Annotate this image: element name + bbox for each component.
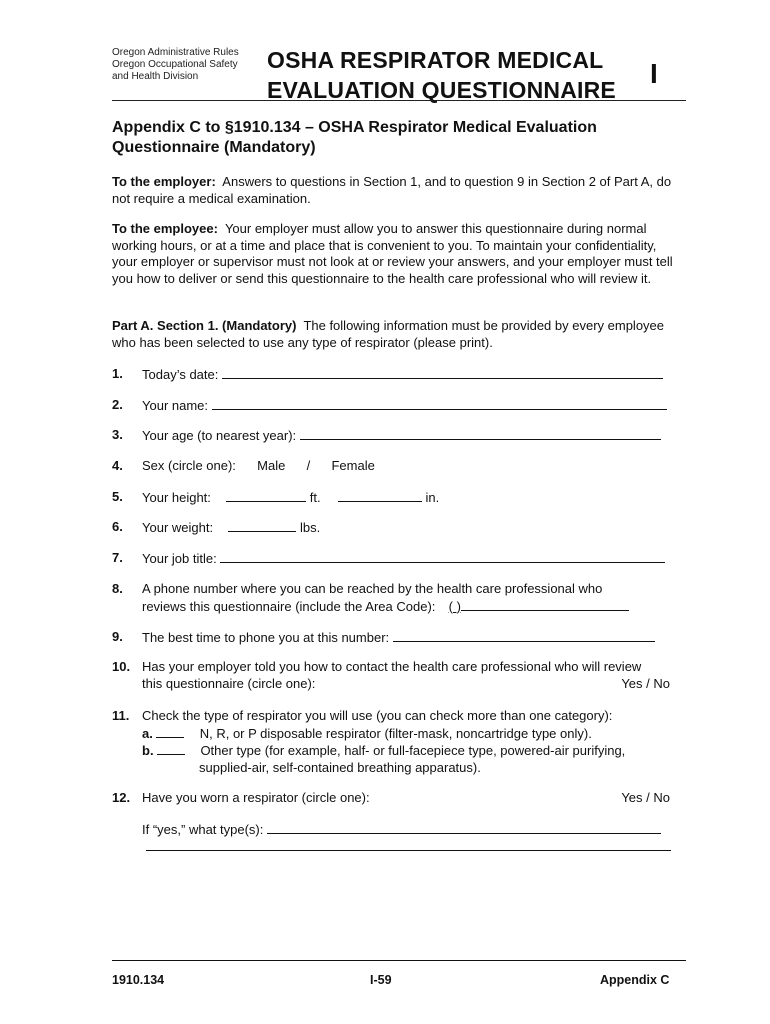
question-8 [112, 581, 674, 615]
question-11 [112, 708, 674, 774]
employee-note-text: Your employer must allow you to answer this questionnaire during normal working hours, or at a time and place that is convenient to you. To maintain your confidentiality, your employer or supervisor must not look at or review your answers, and your employer must tell you how to deliver or send this questionnaire to the health care professional who will review it. [112, 221, 673, 286]
height-feet-field[interactable] [226, 489, 306, 502]
question-text: The best time to phone you at this number: [142, 630, 390, 645]
question-number: 12. [112, 790, 131, 805]
age-field[interactable] [300, 427, 661, 440]
question-text: Check the type of respirator you will use (you can check more than one category): [142, 708, 613, 723]
question-number: 7. [112, 550, 123, 565]
employee-note-label: To the employee: [112, 221, 218, 236]
todays-date-field[interactable] [222, 366, 663, 379]
question-12-followup [112, 821, 674, 839]
sex-option-female[interactable]: Female [331, 458, 375, 473]
option-b-text-continued: supplied-air, self-contained breathing apparatus). [199, 759, 481, 775]
question-number: 5. [112, 489, 123, 504]
question-number: 6. [112, 519, 123, 534]
footer-divider [112, 960, 686, 961]
sex-option-male[interactable]: Male [257, 458, 286, 473]
question-number: 8. [112, 581, 123, 596]
question-text: Today’s date: [142, 367, 219, 382]
best-time-field[interactable] [393, 629, 655, 642]
option-a-text: N, R, or P disposable respirator (filter-mask, noncartridge type only). [199, 725, 592, 741]
question-text: Your job title: [142, 551, 217, 566]
question-text: If “yes,” what type(s): [142, 822, 264, 837]
question-1 [112, 366, 674, 384]
question-text: Your age (to nearest year): [142, 428, 297, 443]
part-a-text: The following information must be provided by every employee who has been selected to use any type of respirator (please print). [112, 318, 665, 350]
unit-label: ft. [309, 490, 321, 505]
question-number: 2. [112, 397, 123, 412]
footer-left: 1910.134 [112, 973, 165, 987]
header-divider [112, 100, 686, 101]
agency-line: Oregon Administrative Rules [112, 47, 239, 58]
section-letter: I [650, 58, 658, 89]
question-text: Your weight: [142, 520, 214, 535]
footer-right: Appendix C [600, 973, 670, 987]
employer-note-text: Answers to questions in Section 1, and to question 9 in Section 2 of Part A, do not require a medical examination. [112, 174, 672, 206]
yes-no-choice[interactable]: Yes / No [621, 790, 670, 805]
question-2 [112, 397, 674, 415]
appendix-title-line-1: Appendix C to §1910.134 – OSHA Respirator Medical Evaluation [112, 119, 597, 136]
agency-block [112, 47, 239, 83]
option-b-text: Other type (for example, half- or full-facepiece type, powered-air purifying, [200, 743, 626, 758]
question-7 [112, 550, 674, 568]
question-text: Sex (circle one): [142, 458, 236, 473]
question-text: A phone number where you can be reached by the health care professional who [142, 581, 603, 596]
weight-field[interactable] [228, 519, 296, 532]
employee-note [112, 221, 674, 287]
option-label: b. [142, 743, 154, 758]
option-label: a. [142, 725, 153, 741]
employer-note [112, 174, 674, 207]
question-number: 3. [112, 427, 123, 442]
title-line-1: OSHA RESPIRATOR MEDICAL [267, 47, 604, 73]
question-text: this questionnaire (circle one): [142, 675, 316, 691]
option-b-checkbox[interactable] [157, 742, 185, 755]
unit-label: in. [425, 490, 440, 505]
appendix-title-line-2: Questionnaire (Mandatory) [112, 139, 316, 156]
footer-page-number: I-59 [370, 973, 392, 987]
option-a-checkbox[interactable] [156, 725, 184, 738]
question-5 [112, 489, 674, 507]
question-text: Your name: [142, 398, 209, 413]
employer-note-label: To the employer: [112, 174, 216, 189]
option-separator: / [306, 458, 311, 473]
appendix-title [112, 118, 672, 158]
agency-line: and Health Division [112, 71, 199, 82]
name-field[interactable] [212, 397, 667, 410]
question-10 [112, 659, 674, 693]
question-4 [112, 458, 674, 476]
question-number: 1. [112, 366, 123, 381]
question-text: Has your employer told you how to contact the health care professional who will review [142, 659, 642, 674]
respirator-type-field[interactable] [267, 821, 661, 834]
question-3 [112, 427, 674, 445]
height-inches-field[interactable] [338, 489, 422, 502]
question-number: 10. [112, 659, 131, 674]
question-text: Your height: [142, 490, 211, 505]
document-title [267, 45, 616, 105]
question-12 [112, 790, 674, 808]
question-9 [112, 629, 674, 647]
question-number: 9. [112, 629, 123, 644]
question-number: 11. [112, 708, 130, 723]
unit-label: lbs. [299, 520, 321, 535]
part-a-intro [112, 318, 674, 351]
part-a-label: Part A. Section 1. (Mandatory) [112, 318, 297, 333]
area-code-field[interactable]: ( ) [448, 598, 461, 614]
agency-line: Oregon Occupational Safety [112, 59, 238, 70]
respirator-type-field-line-2[interactable] [146, 850, 671, 851]
question-number: 4. [112, 458, 123, 473]
phone-number-field[interactable] [461, 598, 629, 611]
question-6 [112, 519, 674, 537]
job-title-field[interactable] [220, 550, 665, 563]
question-text: Have you worn a respirator (circle one): [142, 790, 370, 805]
title-line-2: EVALUATION QUESTIONNAIRE [267, 77, 616, 103]
yes-no-choice[interactable]: Yes / No [621, 675, 670, 691]
question-text: reviews this questionnaire (include the Area Code): [142, 598, 436, 614]
